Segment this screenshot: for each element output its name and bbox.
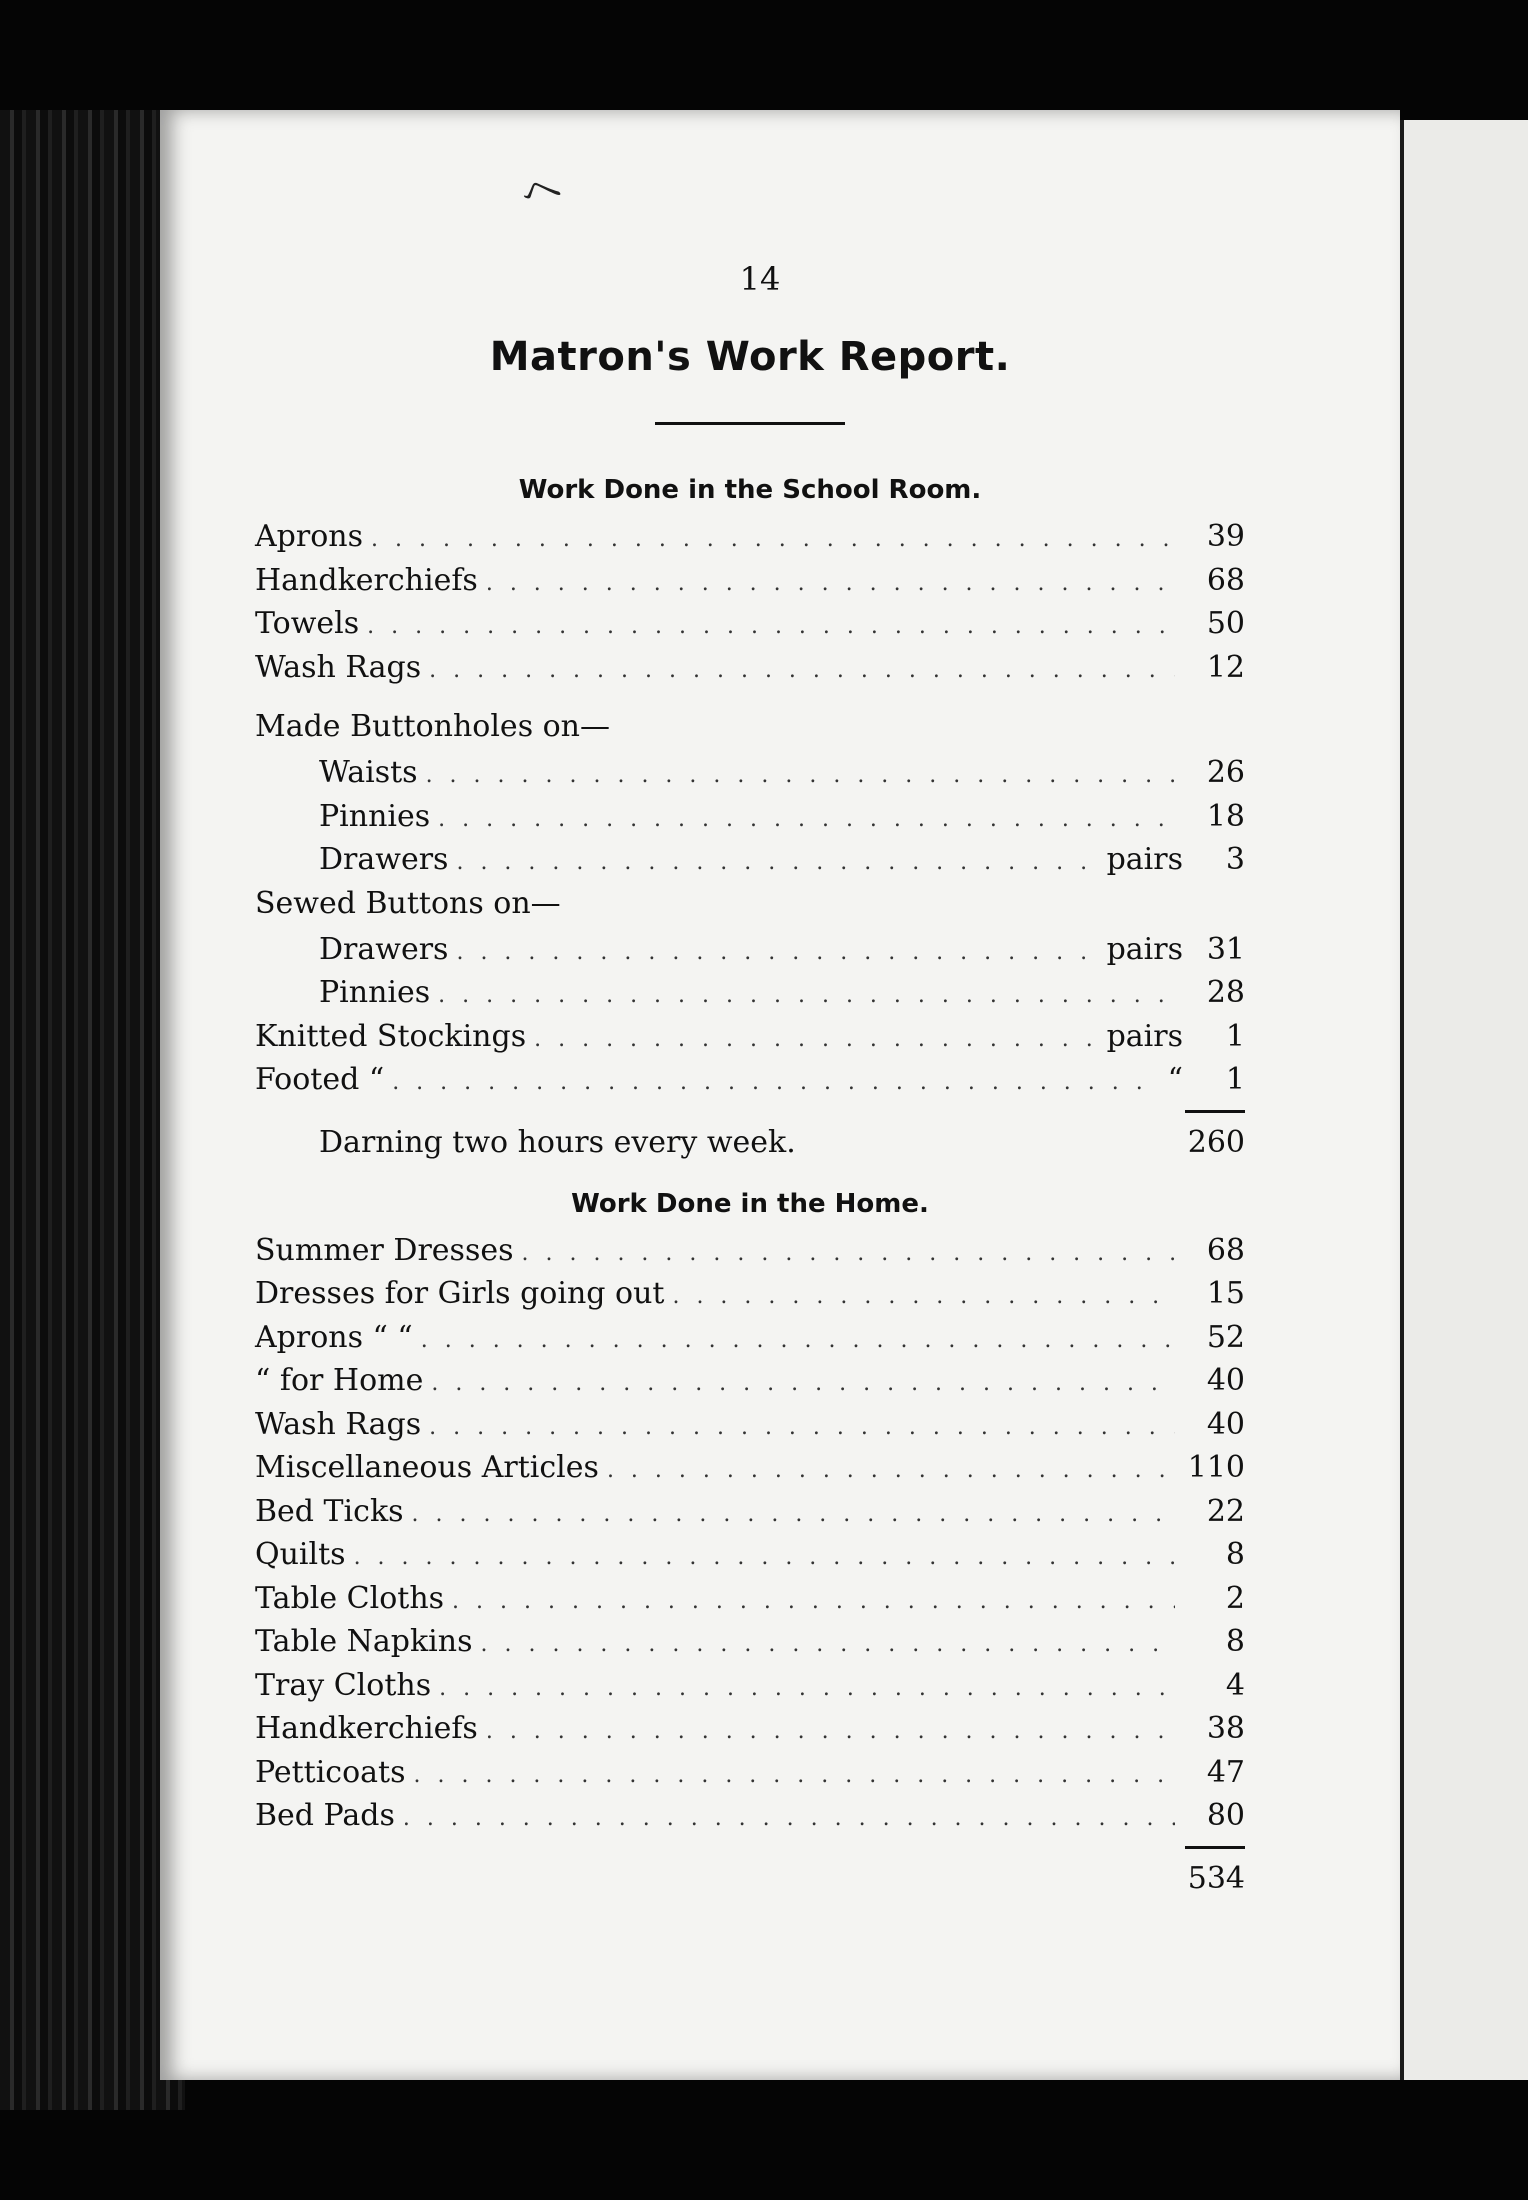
- item-value: 80: [1206, 1798, 1245, 1833]
- item-value: 68: [1206, 1232, 1245, 1268]
- item-row: [255, 1751, 1245, 1795]
- item-value: 68: [1206, 562, 1245, 598]
- item-label: Quilts: [255, 1537, 346, 1572]
- leader-dots: [414, 1754, 1176, 1798]
- item-row: [255, 1533, 1245, 1577]
- item-label: Drawers: [319, 931, 449, 967]
- knitting-items: [255, 1015, 1245, 1102]
- leader-dots: [452, 1580, 1175, 1624]
- leader-dots: [354, 1536, 1175, 1580]
- item-value: 26: [1206, 755, 1245, 790]
- item-row: [255, 751, 1245, 795]
- leader-dots: [426, 754, 1175, 798]
- item-row: [255, 1577, 1245, 1621]
- item-value: 39: [1206, 519, 1245, 554]
- report-title: Matron's Work Report.: [489, 334, 1011, 380]
- item-value: 1: [1225, 1062, 1245, 1097]
- leader-dots: [429, 1406, 1175, 1450]
- school-room-heading: Work Done in the School Room.: [518, 475, 982, 505]
- item-row: [255, 1794, 1245, 1838]
- item-label: Wash Rags: [255, 649, 422, 685]
- item-label: Handkerchiefs: [255, 1711, 478, 1746]
- report-page: [160, 110, 1400, 2080]
- leader-dots: [429, 649, 1175, 693]
- home-total-row: [255, 1855, 1245, 1903]
- item-label: Drawers: [319, 842, 449, 877]
- leader-dots: [371, 518, 1175, 562]
- home-sum-rule: [1185, 1846, 1245, 1849]
- item-value: 1: [1225, 1018, 1245, 1054]
- leader-dots: [672, 1275, 1175, 1319]
- leader-dots: [438, 798, 1175, 842]
- item-value: 15: [1206, 1276, 1245, 1311]
- item-unit: “: [1167, 1062, 1183, 1097]
- page-content: [255, 260, 1245, 1903]
- item-row: [255, 1272, 1245, 1316]
- item-row: [255, 1403, 1245, 1447]
- item-value: 18: [1206, 798, 1245, 834]
- school-room-total: 260: [1187, 1124, 1245, 1160]
- item-label: Footed “: [255, 1062, 385, 1097]
- item-row: [255, 971, 1245, 1015]
- page-number: 14: [739, 260, 781, 298]
- leader-dots: [486, 562, 1175, 606]
- item-value: 8: [1225, 1537, 1245, 1572]
- item-row: [255, 646, 1245, 690]
- item-value: 28: [1206, 975, 1245, 1010]
- item-row: [255, 795, 1245, 839]
- item-row: [255, 515, 1245, 559]
- item-label: Aprons: [255, 519, 363, 554]
- leader-dots: [481, 1623, 1176, 1667]
- pencil-annotation: ヘ: [514, 163, 568, 221]
- leader-dots: [607, 1449, 1166, 1493]
- item-row: [255, 1058, 1245, 1102]
- item-value: 110: [1187, 1450, 1245, 1485]
- leader-dots: [522, 1232, 1176, 1276]
- leader-dots: [392, 1061, 1159, 1105]
- item-label: Handkerchiefs: [255, 562, 478, 598]
- item-row: [255, 1015, 1245, 1059]
- item-row: [255, 1359, 1245, 1403]
- item-value: 12: [1206, 649, 1245, 685]
- item-row: [255, 1664, 1245, 1708]
- item-label: Knitted Stockings: [255, 1018, 527, 1054]
- home-heading: Work Done in the Home.: [571, 1188, 929, 1219]
- leader-dots: [367, 605, 1175, 649]
- item-row: [255, 1707, 1245, 1751]
- item-row: [255, 602, 1245, 646]
- item-label: Dresses for Girls going out: [255, 1276, 665, 1311]
- item-unit: pairs: [1106, 842, 1183, 877]
- item-label: Pinnies: [319, 975, 431, 1010]
- leader-dots: [456, 841, 1098, 885]
- item-label: Tray Cloths: [255, 1667, 432, 1703]
- leader-dots: [486, 1710, 1175, 1754]
- home-total: 534: [1187, 1860, 1245, 1896]
- item-label: Bed Ticks: [255, 1493, 404, 1529]
- item-value: 52: [1206, 1319, 1245, 1355]
- buttonholes-heading: Made Buttonholes on—: [255, 709, 611, 744]
- item-label: Towels: [255, 606, 360, 641]
- item-row: [255, 838, 1245, 882]
- item-label: Table Napkins: [255, 1624, 473, 1659]
- home-items: [255, 1229, 1245, 1838]
- item-label: Aprons “ “: [255, 1319, 413, 1355]
- item-value: 22: [1206, 1493, 1245, 1529]
- facing-page-edge: [1400, 120, 1528, 2080]
- item-label: Miscellaneous Articles: [255, 1450, 599, 1485]
- item-row: [255, 559, 1245, 603]
- item-label: “ for Home: [255, 1363, 424, 1398]
- item-value: 38: [1206, 1711, 1245, 1746]
- leader-dots: [456, 931, 1098, 975]
- item-value: 8: [1225, 1624, 1245, 1659]
- leader-dots: [403, 1797, 1175, 1841]
- buttons-items: [255, 928, 1245, 1015]
- item-unit: pairs: [1106, 931, 1183, 967]
- item-value: 4: [1225, 1667, 1245, 1703]
- leader-dots: [534, 1018, 1098, 1062]
- item-label: Table Cloths: [255, 1580, 445, 1616]
- leader-dots: [421, 1319, 1175, 1363]
- item-value: 50: [1206, 606, 1245, 641]
- item-row: [255, 1446, 1245, 1490]
- leader-dots: [431, 1362, 1175, 1406]
- buttonholes-items: [255, 751, 1245, 882]
- item-row: [255, 1620, 1245, 1664]
- item-row: [255, 928, 1245, 972]
- book-spine: [0, 110, 185, 2110]
- school-room-sum-rule: [1185, 1110, 1245, 1113]
- leader-dots: [439, 1667, 1175, 1711]
- title-rule: [655, 422, 845, 425]
- school-room-items: [255, 515, 1245, 689]
- item-value: 40: [1206, 1363, 1245, 1398]
- darning-note: Darning two hours every week.: [319, 1124, 796, 1160]
- item-row: [255, 1490, 1245, 1534]
- item-label: Summer Dresses: [255, 1232, 514, 1268]
- item-label: Pinnies: [319, 798, 431, 834]
- buttons-heading: Sewed Buttons on—: [255, 885, 561, 921]
- item-label: Petticoats: [255, 1754, 406, 1790]
- item-value: 31: [1206, 931, 1245, 967]
- item-label: Bed Pads: [255, 1798, 395, 1833]
- school-room-total-row: [255, 1119, 1245, 1167]
- item-label: Waists: [319, 755, 418, 790]
- item-value: 40: [1206, 1406, 1245, 1442]
- item-value: 3: [1225, 842, 1245, 877]
- item-row: [255, 1316, 1245, 1360]
- leader-dots: [438, 974, 1175, 1018]
- item-row: [255, 1229, 1245, 1273]
- item-label: Wash Rags: [255, 1406, 422, 1442]
- item-unit: pairs: [1106, 1018, 1183, 1054]
- item-value: 2: [1225, 1580, 1245, 1616]
- leader-dots: [412, 1493, 1175, 1537]
- item-value: 47: [1206, 1754, 1245, 1790]
